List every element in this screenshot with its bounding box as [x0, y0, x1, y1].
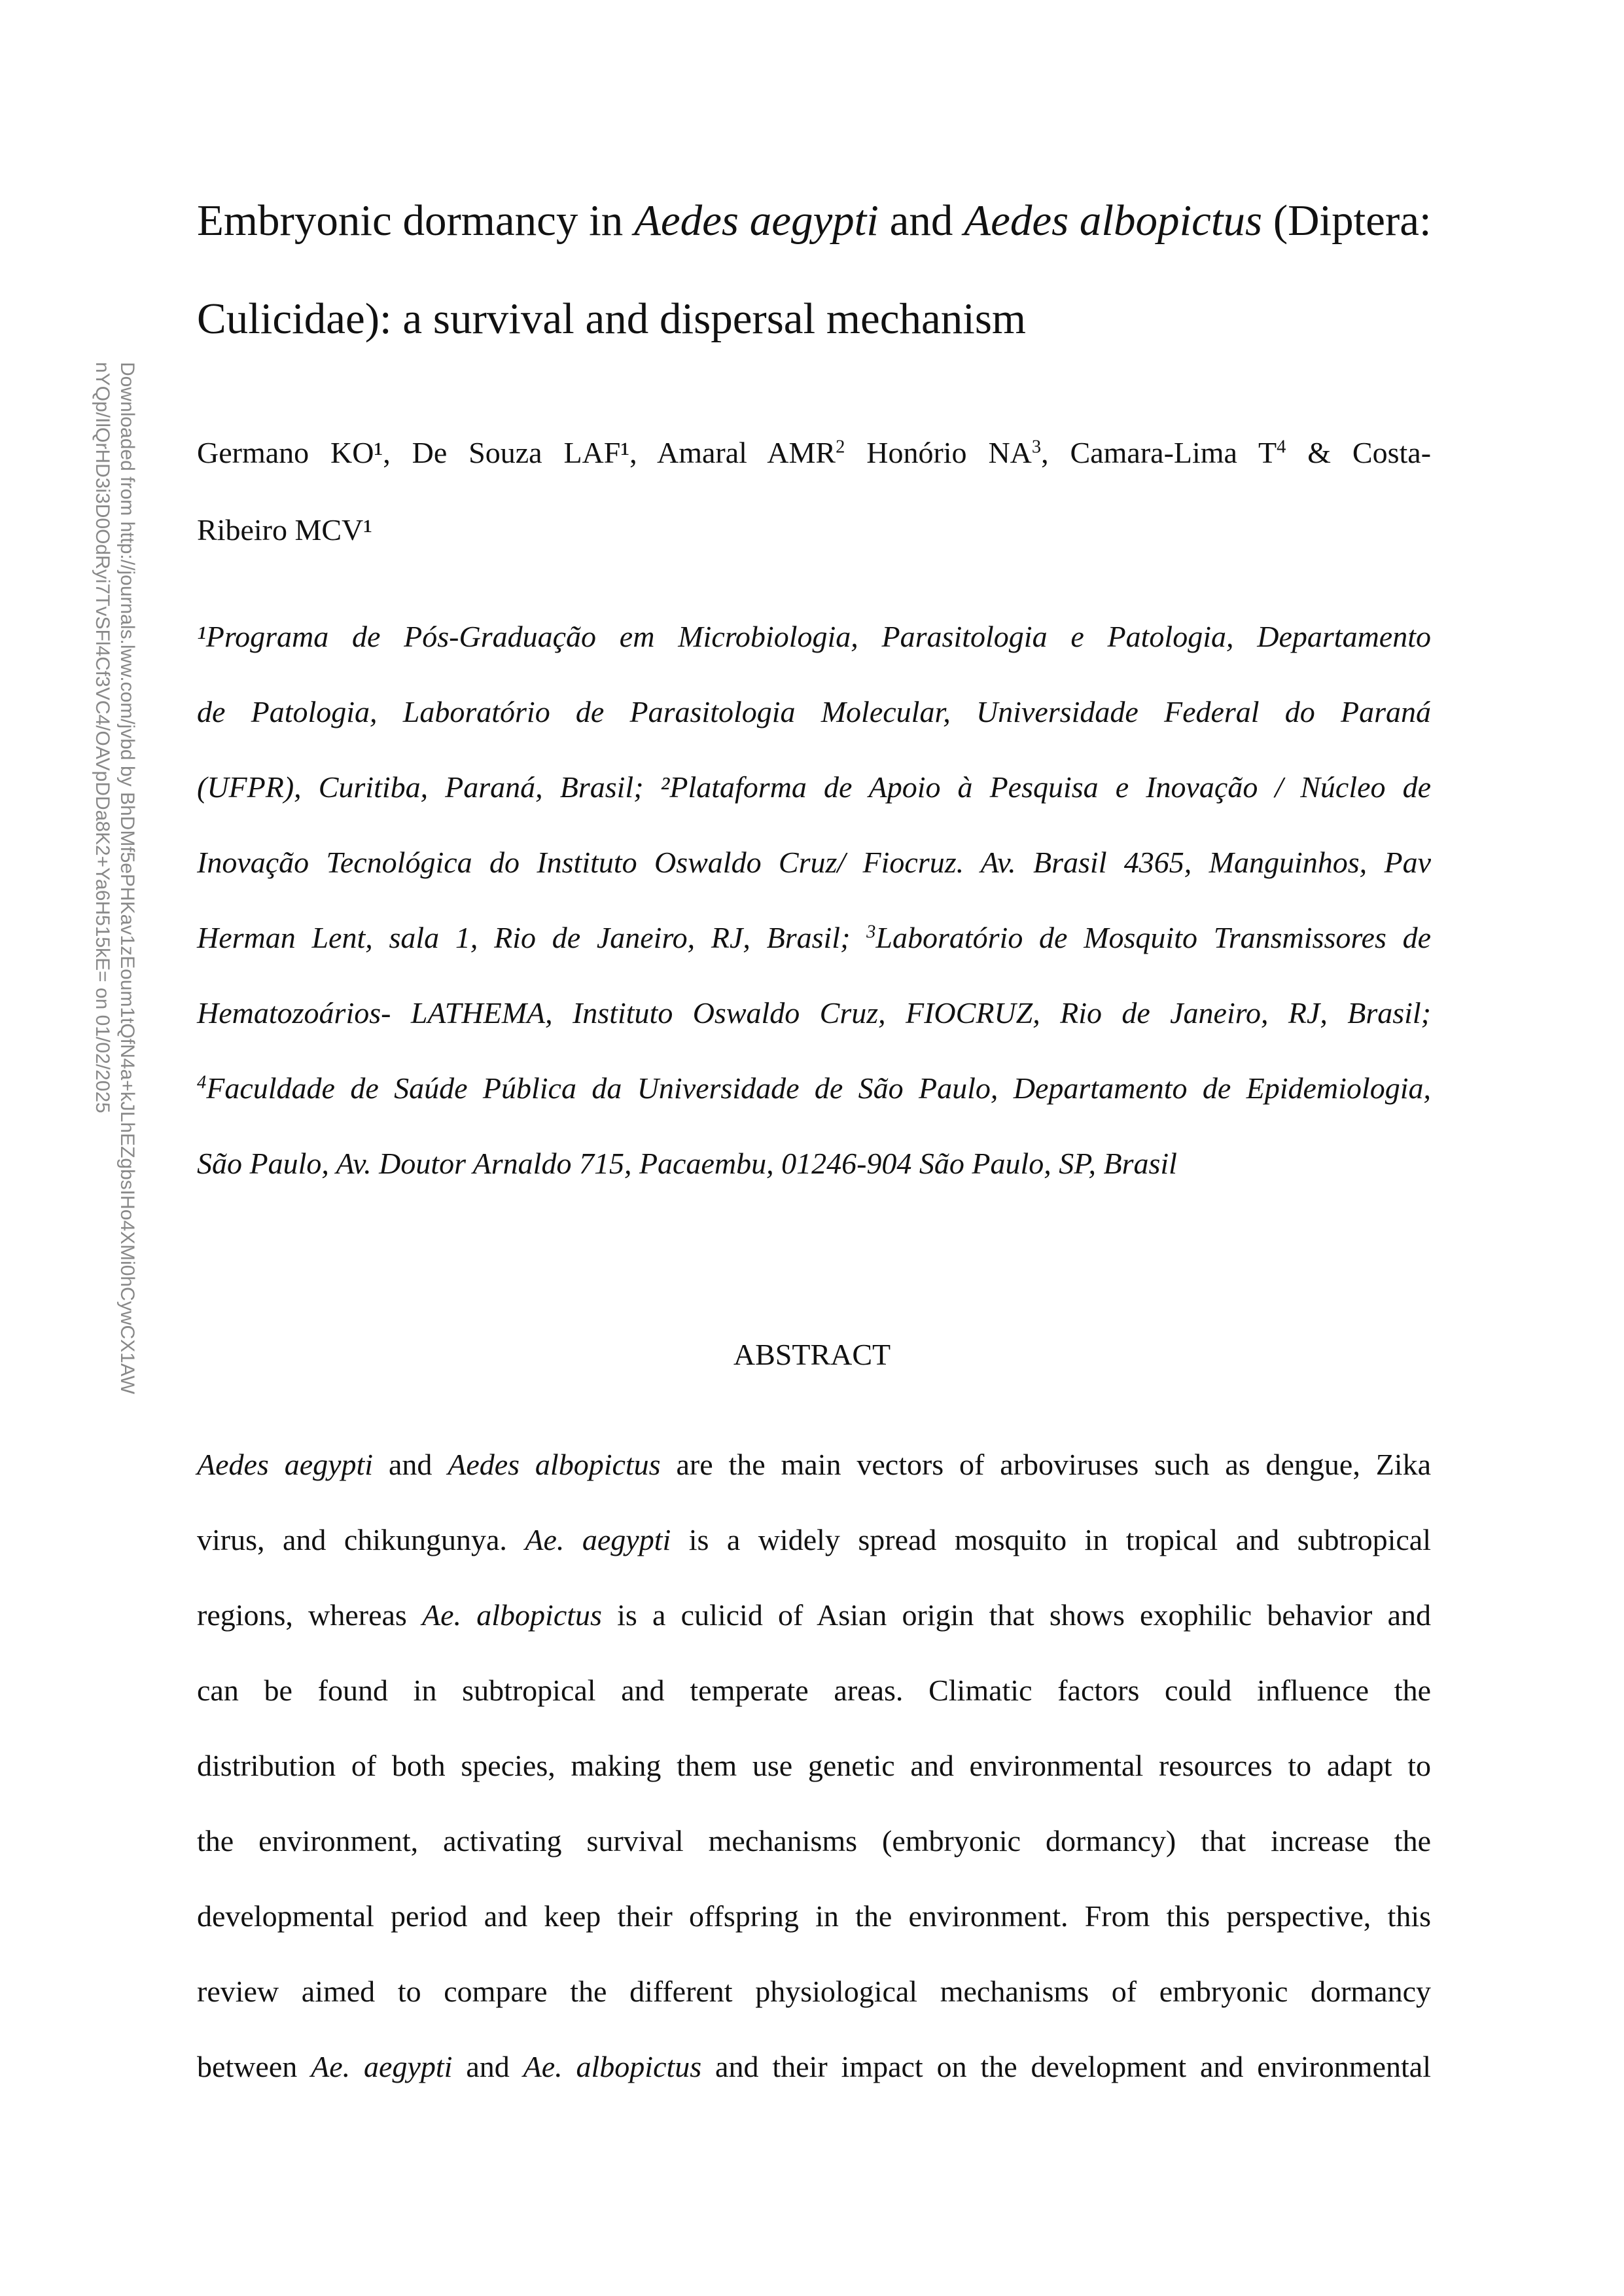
affiliation-line: de Patologia, Laboratório de Parasitologia Molecular, Universidade Federal do Paraná [197, 695, 1431, 728]
title-line-1: Embryonic dormancy in Aedes aegypti and Aedes albopictus (Diptera: [197, 196, 1432, 245]
abstract-line: the environment, activating survival mechanisms (embryonic dormancy) that increase the [197, 1824, 1431, 1857]
abstract-line: virus, and chikungunya. Ae. aegypti is a widely spread mosquito in tropical and subtropical [197, 1523, 1431, 1556]
paper-title [197, 171, 1440, 368]
affiliation-line: ¹Programa de Pós-Graduação em Microbiologia, Parasitologia e Patologia, Departamento [197, 620, 1431, 653]
affiliation-line: $^4$Faculdade de Saúde Pública da Universidade de São Paulo, Departamento de Epidemiologia, [197, 1071, 1431, 1105]
abstract-line: distribution of both species, making them use genetic and environmental resources to adapt to [197, 1749, 1431, 1782]
title-line-2: Culicidae): a survival and dispersal mechanism [197, 295, 1027, 343]
download-watermark [88, 362, 138, 1395]
watermark-line-1: Downloaded from http://journals.lww.com/jvbd by BhDMf5ePHKav1zEoum1tQfN4a+kJLhEZgbsIHo4XMi0hCywCX1AW [116, 362, 138, 1395]
author-line-1: Germano KO¹, De Souza LAF¹, Amaral AMR$^2$ Honório $NA^3$, Camara-Lima $T^4$ & Costa- [197, 436, 1432, 469]
abstract-line: review aimed to compare the different physiological mechanisms of embryonic dormancy [197, 1975, 1431, 2008]
author-line-2: Ribeiro MCV¹ [197, 513, 373, 547]
affiliations [197, 599, 1431, 1201]
affiliation-line: Inovação Tecnológica do Instituto Oswaldo Cruz/ Fiocruz. Av. Brasil 4365, Manguinhos, Pav [197, 846, 1431, 879]
abstract-line: regions, whereas Ae. albopictus is a culicid of Asian origin that shows exophilic behavior and [197, 1598, 1431, 1632]
author-list [197, 414, 1431, 569]
abstract-line: between Ae. aegypti and Ae. albopictus and their impact on the development and environmental [197, 2050, 1431, 2083]
abstract-body [197, 1427, 1431, 2104]
affiliation-line: Hematozoários- LATHEMA, Instituto Oswaldo Cruz, FIOCRUZ, Rio de Janeiro, RJ, Brasil; [197, 996, 1431, 1030]
watermark-line-2: nYQp/IlQrHD3i3D0OdRyi7TvSFl4Cf3VC4/OAVpDDa8K2+Ya6H515kE= on 01/02/2025 [92, 362, 113, 1113]
affiliation-line: Herman Lent, sala 1, Rio de Janeiro, RJ, Brasil; $^3$Laboratório de Mosquito Transmissores de [197, 921, 1431, 954]
abstract-line: developmental period and keep their offspring in the environment. From this perspective, this [197, 1899, 1431, 1933]
abstract-heading: ABSTRACT [733, 1338, 891, 1371]
abstract-line: Aedes aegypti and Aedes albopictus are the main vectors of arboviruses such as dengue, Zika [197, 1448, 1431, 1481]
affiliation-line: (UFPR), Curitiba, Paraná, Brasil; ²Plataforma de Apoio à Pesquisa e Inovação / Núcleo de [197, 770, 1431, 804]
affiliation-line: São Paulo, Av. Doutor Arnaldo 715, Pacaembu, 01246-904 São Paulo, SP, Brasil [197, 1147, 1177, 1180]
abstract-line: can be found in subtropical and temperate areas. Climatic factors could influence the [197, 1674, 1431, 1707]
